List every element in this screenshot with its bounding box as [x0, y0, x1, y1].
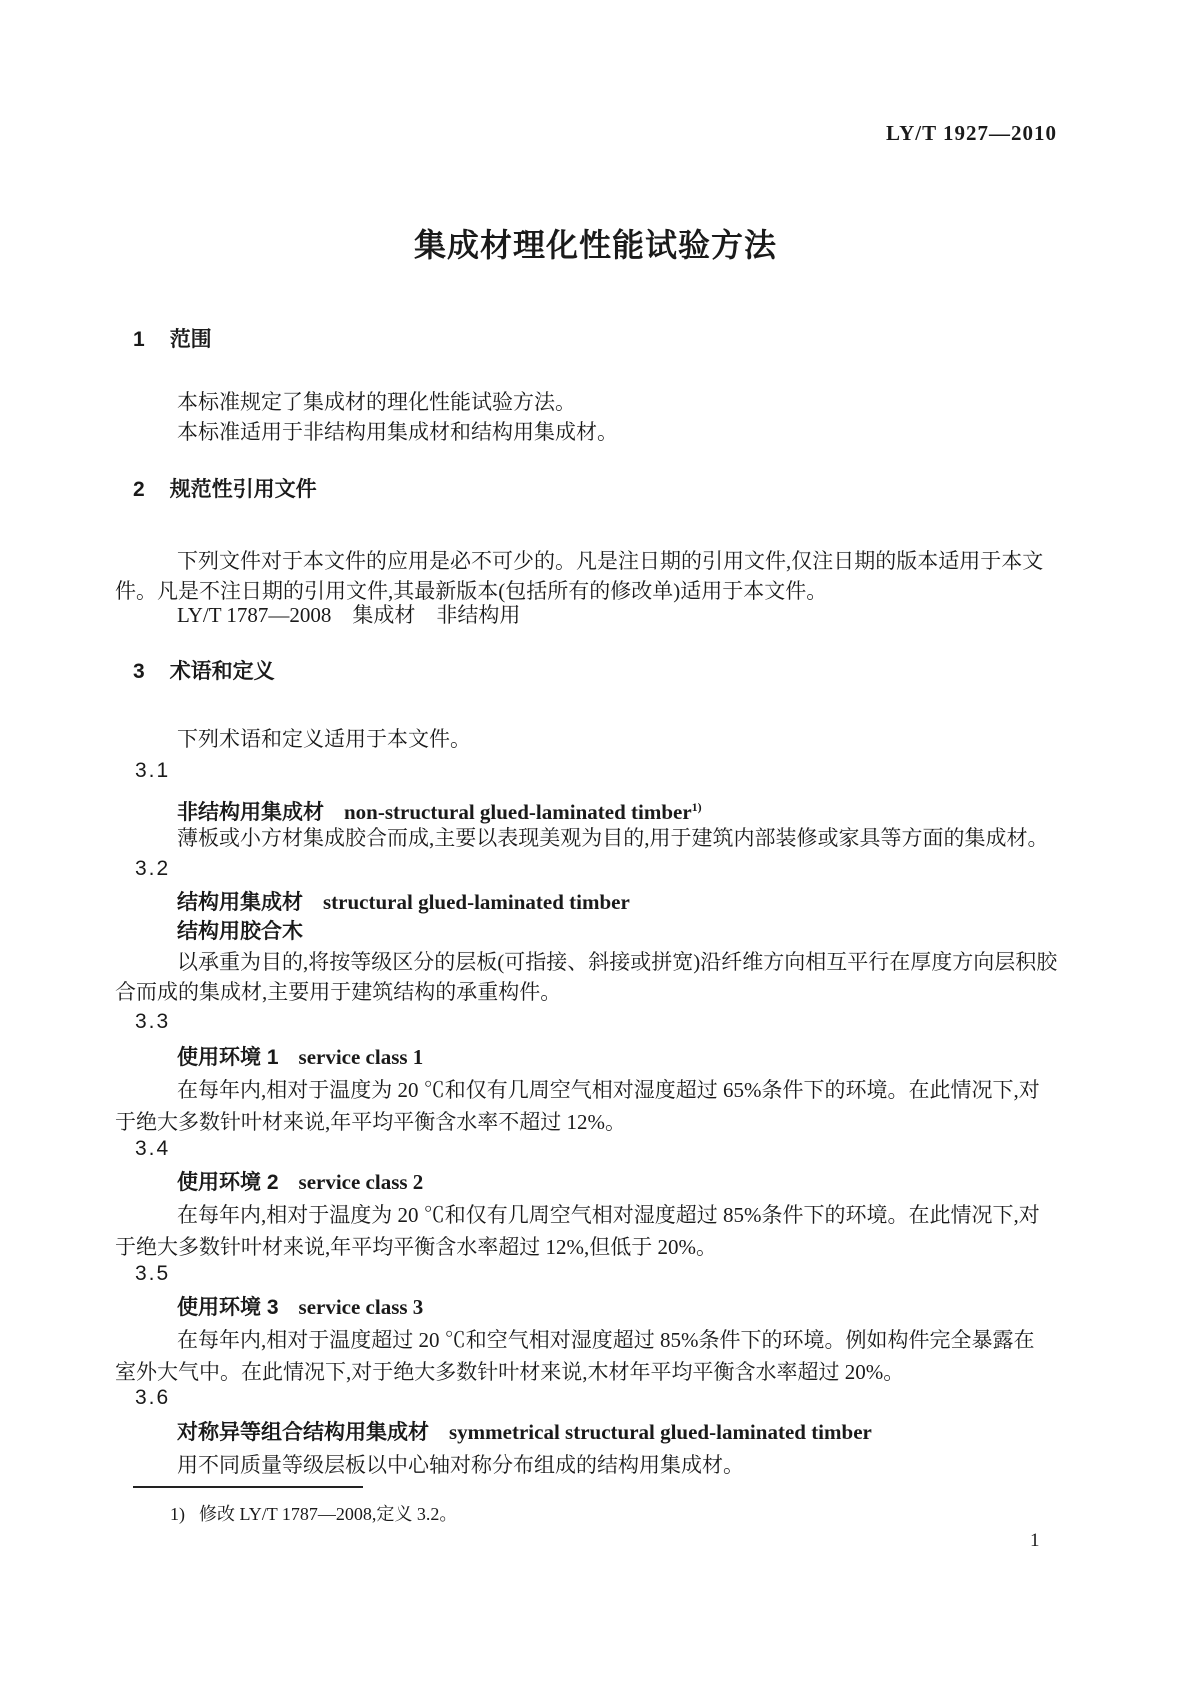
term-3-2: [177, 886, 630, 919]
term-3-3-english: service class 1: [298, 1045, 424, 1069]
term-3-5-definition-line-1: 在每年内,相对于温度超过 20 ℃和空气相对湿度超过 85%条件下的环境。例如构件完全暴露在: [177, 1328, 1035, 1352]
page-number: 1: [1030, 1530, 1040, 1551]
term-3-5-definition-line-2: 室外大气中。在此情况下,对于绝大多数针叶材来说,木材年平均平衡含水率超过 20%。: [115, 1360, 905, 1384]
term-3-1-chinese: 非结构用集成材: [177, 801, 324, 824]
references-paragraph-line-1: 下列文件对于本文件的应用是必不可少的。凡是注日期的引用文件,仅注日期的版本适用于本文: [177, 549, 1044, 573]
footnote: [170, 1500, 457, 1526]
section-2-title: 规范性引用文件: [169, 478, 317, 501]
term-3-2-chinese: 结构用集成材: [177, 891, 303, 914]
term-3-3-number: 3.3: [135, 1010, 171, 1033]
normative-reference-item: LY/T 1787—2008 集成材 非结构用: [177, 603, 521, 627]
term-3-1-footnote-ref: 1): [691, 800, 702, 814]
term-3-4-english: service class 2: [298, 1170, 424, 1194]
term-3-5-english: service class 3: [298, 1295, 424, 1319]
term-3-6-number: 3.6: [135, 1386, 171, 1409]
term-3-3-chinese: 使用环境 1: [177, 1046, 279, 1069]
term-3-1-definition: 薄板或小方材集成胶合而成,主要以表现美观为目的,用于建筑内部装修或家具等方面的集成材。: [177, 826, 1049, 850]
section-3-heading: [133, 656, 275, 688]
standard-code: LY/T 1927—2010: [886, 121, 1057, 145]
term-3-4: [177, 1166, 423, 1199]
term-3-6: [177, 1416, 872, 1449]
term-3-1-number: 3.1: [135, 759, 171, 782]
section-2-number: 2: [133, 478, 145, 501]
section-1-title: 范围: [169, 328, 212, 351]
scope-paragraph-2: 本标准适用于非结构用集成材和结构用集成材。: [177, 420, 618, 444]
footnote-separator: [133, 1486, 363, 1488]
term-3-1-english: non-structural glued-laminated timber: [344, 800, 692, 824]
term-3-3: [177, 1041, 423, 1074]
term-3-3-definition-line-1: 在每年内,相对于温度为 20 ℃和仅有几周空气相对湿度超过 65%条件下的环境。在此情况下,对: [177, 1078, 1040, 1102]
term-3-2-number: 3.2: [135, 857, 171, 880]
term-3-2-definition-line-2: 合而成的集成材,主要用于建筑结构的承重构件。: [115, 980, 562, 1004]
section-3-title: 术语和定义: [169, 660, 275, 683]
term-3-5-chinese: 使用环境 3: [177, 1296, 279, 1319]
term-3-6-english: symmetrical structural glued-laminated timber: [449, 1420, 872, 1444]
term-3-5-number: 3.5: [135, 1262, 171, 1285]
term-3-6-chinese: 对称异等组合结构用集成材: [177, 1421, 429, 1444]
terms-intro: 下列术语和定义适用于本文件。: [177, 727, 471, 751]
term-3-2-synonym: 结构用胶合木: [177, 920, 303, 943]
references-paragraph-line-2: 件。凡是不注日期的引用文件,其最新版本(包括所有的修改单)适用于本文件。: [115, 579, 828, 603]
footnote-marker: 1): [170, 1504, 185, 1524]
term-3-4-definition-line-1: 在每年内,相对于温度为 20 ℃和仅有几周空气相对湿度超过 85%条件下的环境。在此情况下,对: [177, 1203, 1040, 1227]
section-1-heading: [133, 324, 212, 356]
scope-paragraph-1: 本标准规定了集成材的理化性能试验方法。: [177, 390, 576, 414]
term-3-4-chinese: 使用环境 2: [177, 1171, 279, 1194]
term-3-2-definition-line-1: 以承重为目的,将按等级区分的层板(可指接、斜接或拼宽)沿纤维方向相互平行在厚度方向层积胶: [177, 950, 1058, 974]
term-3-5: [177, 1291, 423, 1324]
section-1-number: 1: [133, 328, 145, 351]
footnote-text: 修改 LY/T 1787—2008,定义 3.2。: [199, 1504, 458, 1524]
doc-title: 集成材理化性能试验方法: [413, 227, 777, 263]
term-3-6-definition: 用不同质量等级层板以中心轴对称分布组成的结构用集成材。: [177, 1453, 744, 1477]
section-3-number: 3: [133, 660, 145, 683]
term-3-4-definition-line-2: 于绝大多数针叶材来说,年平均平衡含水率超过 12%,但低于 20%。: [115, 1235, 717, 1259]
term-3-2-english: structural glued-laminated timber: [323, 890, 630, 914]
term-3-3-definition-line-2: 于绝大多数针叶材来说,年平均平衡含水率不超过 12%。: [115, 1110, 626, 1134]
term-3-4-number: 3.4: [135, 1137, 171, 1160]
section-2-heading: [133, 474, 317, 506]
